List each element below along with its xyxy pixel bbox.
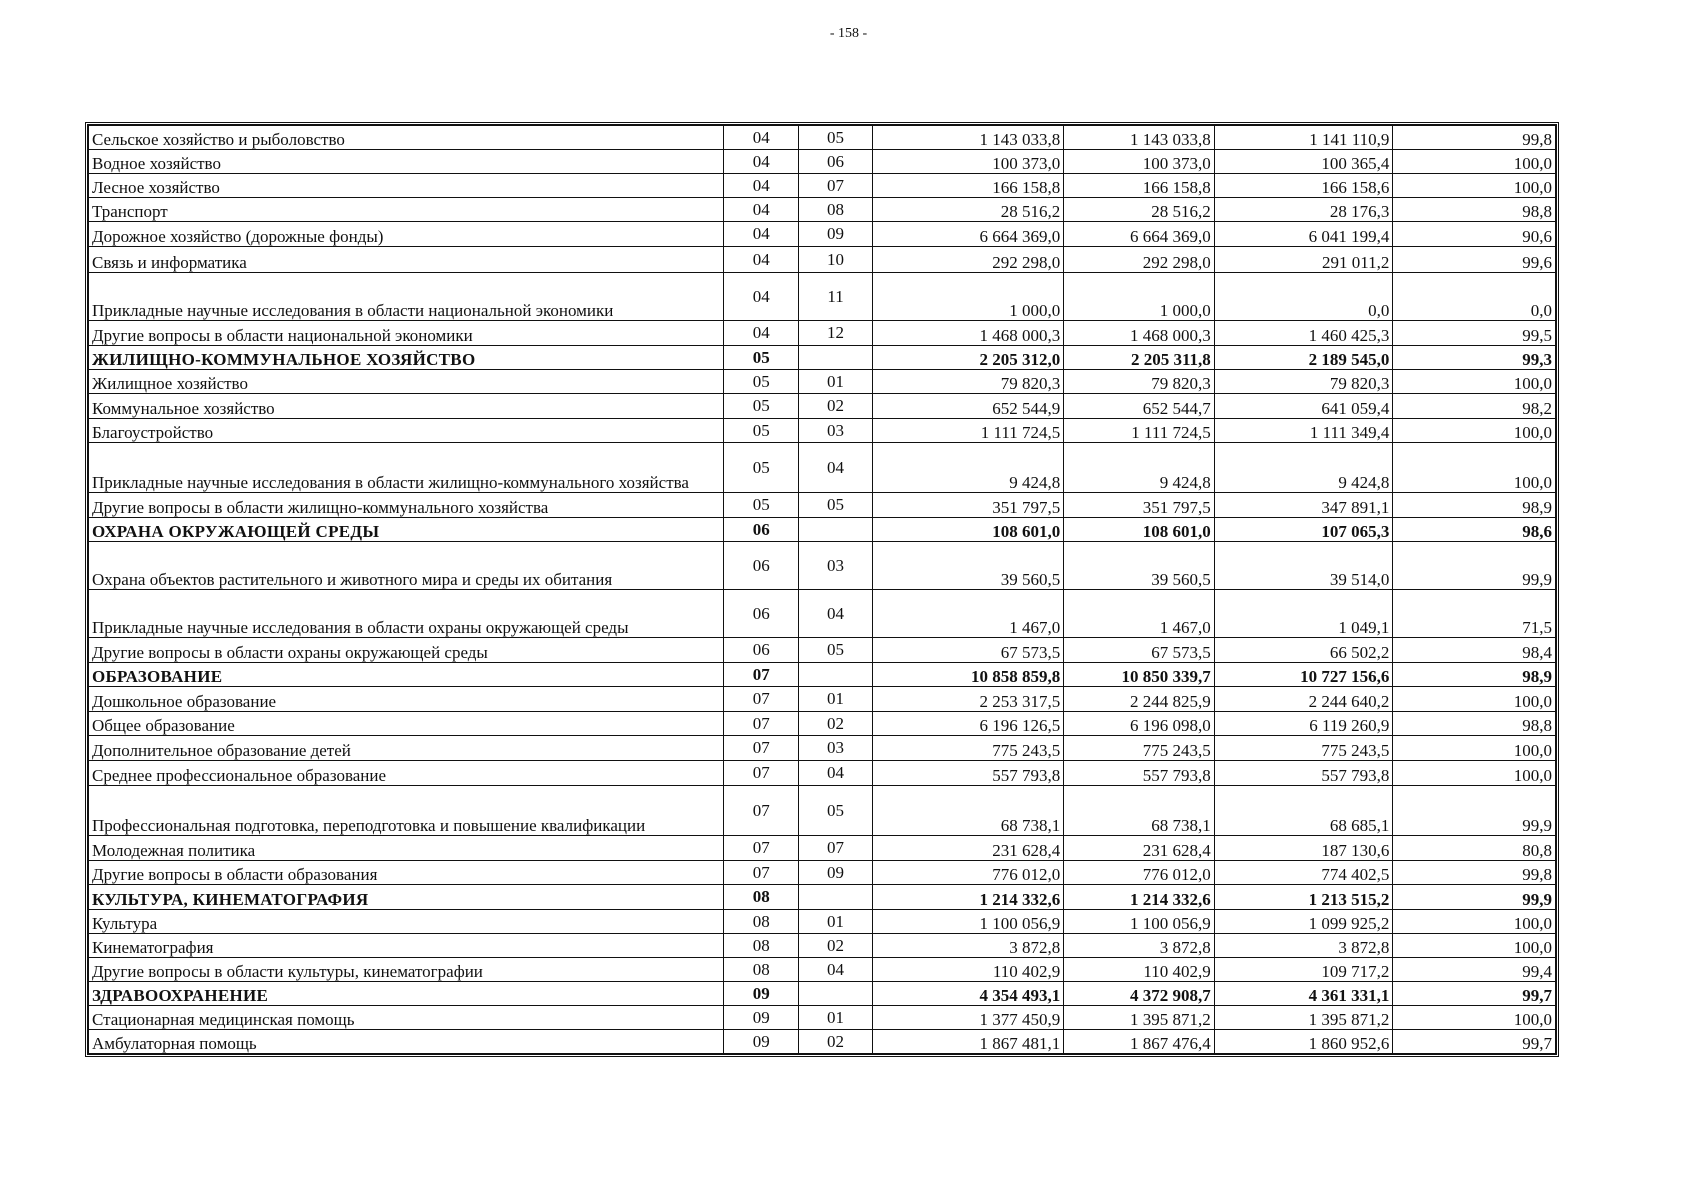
row-execution-percent: 98,8 [1393,712,1556,736]
row-execution-percent: 98,8 [1393,198,1556,222]
table-row [89,1006,1556,1030]
row-executed-amount: 2 244 640,2 [1214,687,1393,712]
row-name: Дополнительное образование детей [89,736,724,761]
row-execution-percent: 98,9 [1393,663,1556,687]
row-executed-amount: 3 872,8 [1214,934,1393,958]
row-approved-amount: 108 601,0 [872,518,1064,542]
row-name: Дорожное хозяйство (дорожные фонды) [89,222,724,247]
row-section-code: 05 [724,394,799,419]
row-section-code: 04 [724,321,799,346]
row-subsection-code: 02 [799,1030,872,1054]
row-executed-amount: 641 059,4 [1214,394,1393,419]
row-revised-amount: 10 850 339,7 [1064,663,1215,687]
row-name: Сельское хозяйство и рыболовство [89,126,724,150]
table-body [89,126,1556,1054]
row-executed-amount: 187 130,6 [1214,836,1393,861]
row-subsection-code: 05 [799,638,872,663]
budget-table-grid [88,125,1556,1054]
row-name: Лесное хозяйство [89,174,724,198]
row-approved-amount: 557 793,8 [872,761,1064,786]
row-approved-amount: 292 298,0 [872,247,1064,273]
row-section-code: 04 [724,247,799,273]
row-execution-percent: 90,6 [1393,222,1556,247]
table-row [89,198,1556,222]
row-execution-percent: 100,0 [1393,174,1556,198]
row-approved-amount: 1 214 332,6 [872,885,1064,910]
row-approved-amount: 1 467,0 [872,590,1064,638]
row-name: ОХРАНА ОКРУЖАЮЩЕЙ СРЕДЫ [89,518,724,542]
row-revised-amount: 231 628,4 [1064,836,1215,861]
row-subsection-code: 01 [799,1006,872,1030]
table-section-row [89,885,1556,910]
row-approved-amount: 231 628,4 [872,836,1064,861]
row-revised-amount: 776 012,0 [1064,861,1215,885]
row-name: ЖИЛИЩНО-КОММУНАЛЬНОЕ ХОЗЯЙСТВО [89,346,724,370]
row-subsection-code: 11 [799,273,872,321]
row-executed-amount: 6 041 199,4 [1214,222,1393,247]
row-section-code: 06 [724,590,799,638]
row-execution-percent: 98,2 [1393,394,1556,419]
row-subsection-code: 02 [799,934,872,958]
row-section-code: 07 [724,861,799,885]
row-subsection-code: 03 [799,736,872,761]
row-subsection-code: 02 [799,712,872,736]
row-subsection-code [799,885,872,910]
row-execution-percent: 99,7 [1393,1030,1556,1054]
row-approved-amount: 2 253 317,5 [872,687,1064,712]
row-approved-amount: 28 516,2 [872,198,1064,222]
row-section-code: 07 [724,786,799,836]
row-section-code: 05 [724,419,799,443]
row-execution-percent: 100,0 [1393,150,1556,174]
row-revised-amount: 6 196 098,0 [1064,712,1215,736]
row-approved-amount: 3 872,8 [872,934,1064,958]
row-revised-amount: 110 402,9 [1064,958,1215,982]
table-row [89,126,1556,150]
row-executed-amount: 0,0 [1214,273,1393,321]
row-section-code: 07 [724,687,799,712]
row-approved-amount: 166 158,8 [872,174,1064,198]
row-name: Водное хозяйство [89,150,724,174]
row-executed-amount: 1 213 515,2 [1214,885,1393,910]
row-section-code: 05 [724,493,799,518]
row-execution-percent: 99,9 [1393,542,1556,590]
row-revised-amount: 100 373,0 [1064,150,1215,174]
row-approved-amount: 1 143 033,8 [872,126,1064,150]
row-approved-amount: 351 797,5 [872,493,1064,518]
row-section-code: 07 [724,712,799,736]
row-execution-percent: 100,0 [1393,1006,1556,1030]
table-section-row [89,346,1556,370]
row-approved-amount: 100 373,0 [872,150,1064,174]
table-row [89,247,1556,273]
row-revised-amount: 39 560,5 [1064,542,1215,590]
row-executed-amount: 1 460 425,3 [1214,321,1393,346]
row-section-code: 04 [724,222,799,247]
row-name: ЗДРАВООХРАНЕНИЕ [89,982,724,1006]
row-section-code: 08 [724,958,799,982]
row-section-code: 08 [724,910,799,934]
row-name: Охрана объектов растительного и животного мира и среды их обитания [89,542,724,590]
row-subsection-code: 01 [799,687,872,712]
table-row [89,934,1556,958]
row-name: Другие вопросы в области национальной экономики [89,321,724,346]
row-revised-amount: 4 372 908,7 [1064,982,1215,1006]
row-execution-percent: 98,9 [1393,493,1556,518]
row-subsection-code [799,982,872,1006]
row-subsection-code: 06 [799,150,872,174]
table-row [89,861,1556,885]
row-name: Среднее профессиональное образование [89,761,724,786]
row-section-code: 05 [724,370,799,394]
row-section-code: 08 [724,934,799,958]
row-revised-amount: 1 214 332,6 [1064,885,1215,910]
row-section-code: 04 [724,150,799,174]
row-section-code: 04 [724,198,799,222]
table-section-row [89,982,1556,1006]
row-name: Благоустройство [89,419,724,443]
row-subsection-code: 01 [799,370,872,394]
row-name: Жилищное хозяйство [89,370,724,394]
row-execution-percent: 99,4 [1393,958,1556,982]
row-execution-percent: 99,9 [1393,885,1556,910]
row-name: Другие вопросы в области образования [89,861,724,885]
row-execution-percent: 100,0 [1393,370,1556,394]
row-subsection-code [799,663,872,687]
row-revised-amount: 2 244 825,9 [1064,687,1215,712]
row-name: Культура [89,910,724,934]
row-subsection-code: 07 [799,174,872,198]
row-subsection-code: 01 [799,910,872,934]
table-row [89,443,1556,493]
row-revised-amount: 166 158,8 [1064,174,1215,198]
row-revised-amount: 1 143 033,8 [1064,126,1215,150]
table-row [89,493,1556,518]
row-subsection-code: 04 [799,443,872,493]
table-section-row [89,663,1556,687]
row-revised-amount: 108 601,0 [1064,518,1215,542]
row-section-code: 07 [724,836,799,861]
table-row [89,958,1556,982]
table-row [89,638,1556,663]
row-approved-amount: 1 000,0 [872,273,1064,321]
row-name: ОБРАЗОВАНИЕ [89,663,724,687]
table-row [89,1030,1556,1054]
row-name: Стационарная медицинская помощь [89,1006,724,1030]
table-row [89,687,1556,712]
row-executed-amount: 774 402,5 [1214,861,1393,885]
row-execution-percent: 100,0 [1393,934,1556,958]
row-execution-percent: 99,7 [1393,982,1556,1006]
row-execution-percent: 98,6 [1393,518,1556,542]
table-row [89,150,1556,174]
row-revised-amount: 775 243,5 [1064,736,1215,761]
row-section-code: 04 [724,273,799,321]
row-executed-amount: 775 243,5 [1214,736,1393,761]
table-row [89,321,1556,346]
row-subsection-code: 03 [799,542,872,590]
row-approved-amount: 6 664 369,0 [872,222,1064,247]
row-revised-amount: 1 867 476,4 [1064,1030,1215,1054]
row-approved-amount: 110 402,9 [872,958,1064,982]
table-row [89,222,1556,247]
table-row [89,761,1556,786]
table-row [89,273,1556,321]
row-approved-amount: 2 205 312,0 [872,346,1064,370]
row-execution-percent: 99,6 [1393,247,1556,273]
row-name: Другие вопросы в области культуры, кинематографии [89,958,724,982]
row-executed-amount: 9 424,8 [1214,443,1393,493]
row-execution-percent: 99,8 [1393,126,1556,150]
row-revised-amount: 79 820,3 [1064,370,1215,394]
row-section-code: 04 [724,174,799,198]
row-name: Дошкольное образование [89,687,724,712]
row-section-code: 05 [724,346,799,370]
row-execution-percent: 99,5 [1393,321,1556,346]
row-subsection-code: 04 [799,761,872,786]
row-execution-percent: 100,0 [1393,443,1556,493]
row-approved-amount: 39 560,5 [872,542,1064,590]
row-revised-amount: 2 205 311,8 [1064,346,1215,370]
row-subsection-code: 05 [799,786,872,836]
row-name: Кинематография [89,934,724,958]
row-section-code: 04 [724,126,799,150]
row-revised-amount: 1 395 871,2 [1064,1006,1215,1030]
row-executed-amount: 66 502,2 [1214,638,1393,663]
table-row [89,786,1556,836]
row-approved-amount: 1 867 481,1 [872,1030,1064,1054]
row-section-code: 09 [724,1006,799,1030]
row-name: Прикладные научные исследования в области жилищно-коммунального хозяйства [89,443,724,493]
row-approved-amount: 4 354 493,1 [872,982,1064,1006]
row-name: Общее образование [89,712,724,736]
row-name: Другие вопросы в области охраны окружающей среды [89,638,724,663]
row-subsection-code [799,346,872,370]
row-section-code: 07 [724,663,799,687]
row-revised-amount: 68 738,1 [1064,786,1215,836]
row-section-code: 09 [724,1030,799,1054]
row-execution-percent: 100,0 [1393,910,1556,934]
row-execution-percent: 99,3 [1393,346,1556,370]
row-executed-amount: 6 119 260,9 [1214,712,1393,736]
row-executed-amount: 1 049,1 [1214,590,1393,638]
row-subsection-code: 12 [799,321,872,346]
row-revised-amount: 9 424,8 [1064,443,1215,493]
row-execution-percent: 100,0 [1393,761,1556,786]
row-revised-amount: 652 544,7 [1064,394,1215,419]
row-executed-amount: 109 717,2 [1214,958,1393,982]
row-execution-percent: 100,0 [1393,687,1556,712]
row-execution-percent: 0,0 [1393,273,1556,321]
row-revised-amount: 1 468 000,3 [1064,321,1215,346]
row-revised-amount: 3 872,8 [1064,934,1215,958]
row-execution-percent: 80,8 [1393,836,1556,861]
row-executed-amount: 107 065,3 [1214,518,1393,542]
row-execution-percent: 99,8 [1393,861,1556,885]
row-subsection-code: 05 [799,493,872,518]
row-executed-amount: 28 176,3 [1214,198,1393,222]
table-row [89,174,1556,198]
row-name: Прикладные научные исследования в области охраны окружающей среды [89,590,724,638]
row-executed-amount: 68 685,1 [1214,786,1393,836]
row-name: Другие вопросы в области жилищно-коммунального хозяйства [89,493,724,518]
row-executed-amount: 1 141 110,9 [1214,126,1393,150]
row-revised-amount: 351 797,5 [1064,493,1215,518]
table-row [89,542,1556,590]
row-name: Молодежная политика [89,836,724,861]
row-revised-amount: 1 100 056,9 [1064,910,1215,934]
row-approved-amount: 652 544,9 [872,394,1064,419]
row-section-code: 06 [724,518,799,542]
row-approved-amount: 79 820,3 [872,370,1064,394]
row-revised-amount: 292 298,0 [1064,247,1215,273]
row-execution-percent: 100,0 [1393,736,1556,761]
row-name: Коммунальное хозяйство [89,394,724,419]
row-revised-amount: 557 793,8 [1064,761,1215,786]
row-executed-amount: 291 011,2 [1214,247,1393,273]
table-row [89,712,1556,736]
row-executed-amount: 39 514,0 [1214,542,1393,590]
row-executed-amount: 79 820,3 [1214,370,1393,394]
row-revised-amount: 1 111 724,5 [1064,419,1215,443]
row-section-code: 07 [724,761,799,786]
row-approved-amount: 1 111 724,5 [872,419,1064,443]
page-number: - 158 - [829,26,868,41]
row-approved-amount: 68 738,1 [872,786,1064,836]
row-execution-percent: 100,0 [1393,419,1556,443]
row-section-code: 09 [724,982,799,1006]
row-executed-amount: 100 365,4 [1214,150,1393,174]
row-executed-amount: 1 860 952,6 [1214,1030,1393,1054]
row-subsection-code: 08 [799,198,872,222]
row-executed-amount: 10 727 156,6 [1214,663,1393,687]
row-subsection-code: 03 [799,419,872,443]
row-executed-amount: 2 189 545,0 [1214,346,1393,370]
row-name: Связь и информатика [89,247,724,273]
row-subsection-code: 09 [799,861,872,885]
row-approved-amount: 67 573,5 [872,638,1064,663]
row-name: Транспорт [89,198,724,222]
row-approved-amount: 776 012,0 [872,861,1064,885]
row-subsection-code: 10 [799,247,872,273]
row-executed-amount: 1 111 349,4 [1214,419,1393,443]
row-subsection-code: 05 [799,126,872,150]
table-row [89,736,1556,761]
row-approved-amount: 10 858 859,8 [872,663,1064,687]
row-executed-amount: 557 793,8 [1214,761,1393,786]
row-subsection-code: 04 [799,590,872,638]
row-approved-amount: 6 196 126,5 [872,712,1064,736]
row-approved-amount: 9 424,8 [872,443,1064,493]
row-revised-amount: 1 467,0 [1064,590,1215,638]
table-row [89,419,1556,443]
row-approved-amount: 1 468 000,3 [872,321,1064,346]
row-executed-amount: 166 158,6 [1214,174,1393,198]
row-executed-amount: 347 891,1 [1214,493,1393,518]
table-section-row [89,518,1556,542]
row-section-code: 05 [724,443,799,493]
table-row [89,370,1556,394]
table-row [89,910,1556,934]
row-executed-amount: 1 395 871,2 [1214,1006,1393,1030]
row-execution-percent: 99,9 [1393,786,1556,836]
row-name: Амбулаторная помощь [89,1030,724,1054]
row-revised-amount: 1 000,0 [1064,273,1215,321]
row-subsection-code: 07 [799,836,872,861]
row-approved-amount: 1 100 056,9 [872,910,1064,934]
row-subsection-code: 02 [799,394,872,419]
row-section-code: 06 [724,542,799,590]
table-row [89,394,1556,419]
row-subsection-code: 09 [799,222,872,247]
table-row [89,836,1556,861]
row-name: Прикладные научные исследования в области национальной экономики [89,273,724,321]
row-section-code: 06 [724,638,799,663]
row-subsection-code [799,518,872,542]
row-name: КУЛЬТУРА, КИНЕМАТОГРАФИЯ [89,885,724,910]
row-revised-amount: 6 664 369,0 [1064,222,1215,247]
row-section-code: 07 [724,736,799,761]
row-revised-amount: 28 516,2 [1064,198,1215,222]
row-revised-amount: 67 573,5 [1064,638,1215,663]
row-executed-amount: 4 361 331,1 [1214,982,1393,1006]
row-approved-amount: 1 377 450,9 [872,1006,1064,1030]
row-execution-percent: 98,4 [1393,638,1556,663]
row-subsection-code: 04 [799,958,872,982]
table-row [89,590,1556,638]
row-execution-percent: 71,5 [1393,590,1556,638]
budget-table [85,122,1559,1057]
row-section-code: 08 [724,885,799,910]
row-approved-amount: 775 243,5 [872,736,1064,761]
row-executed-amount: 1 099 925,2 [1214,910,1393,934]
row-name: Профессиональная подготовка, переподготовка и повышение квалификации [89,786,724,836]
